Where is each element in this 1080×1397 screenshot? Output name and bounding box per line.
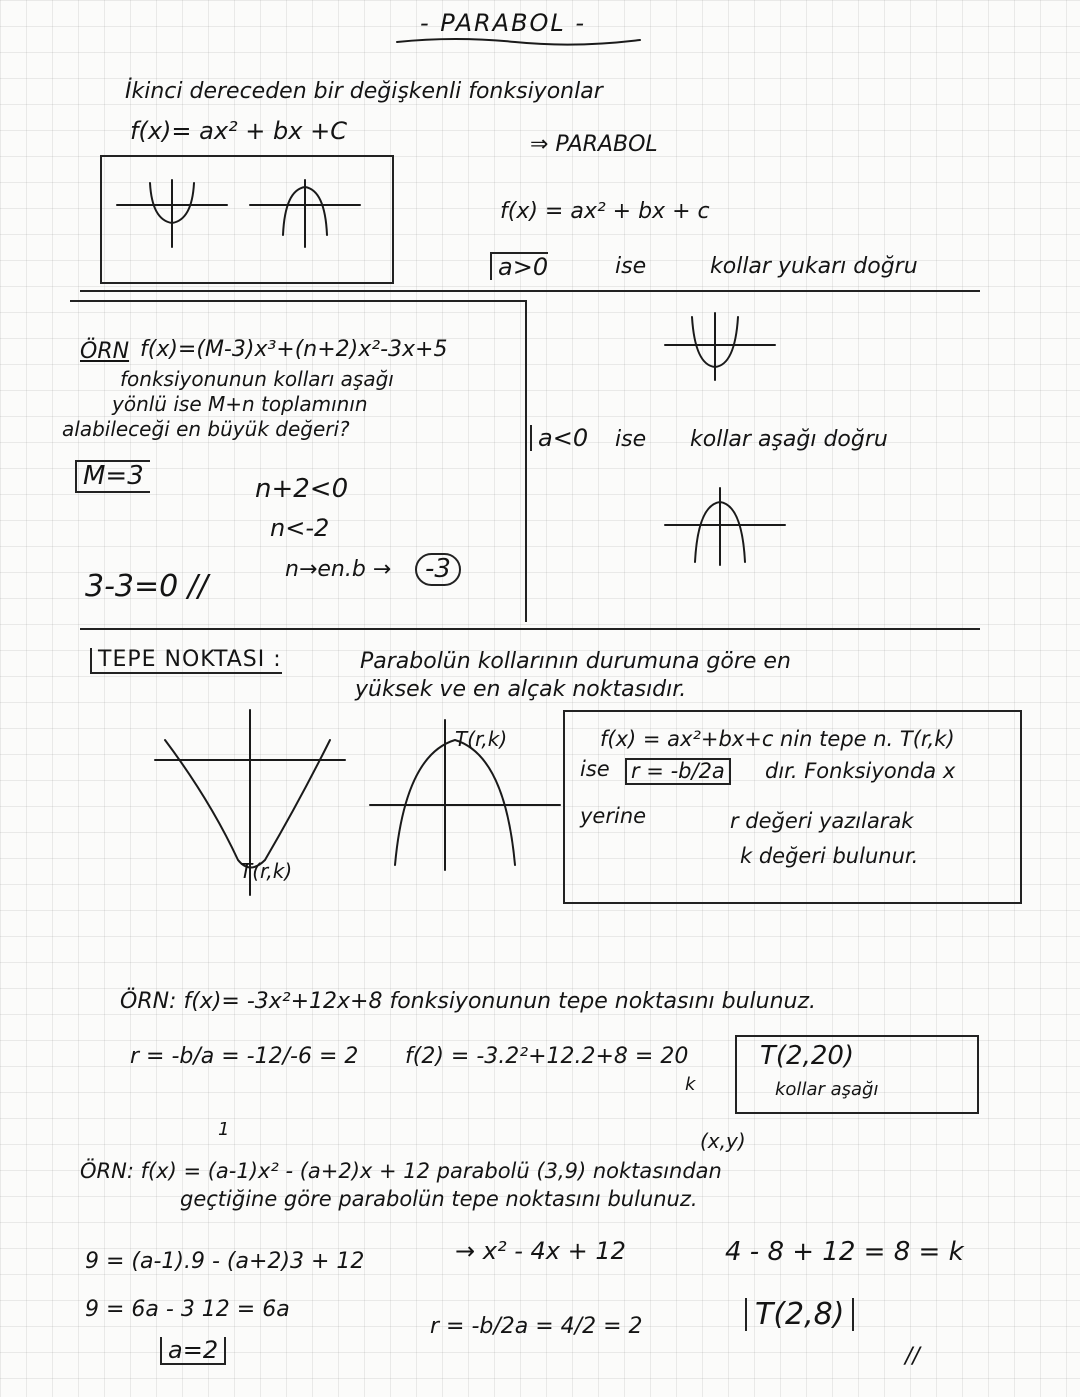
example3-k-calc: 4 - 8 + 12 = 8 = k (725, 1237, 964, 1267)
example2-answer: T(2,20) (760, 1041, 855, 1071)
section-divider-1 (80, 290, 980, 292)
title-underline (395, 36, 645, 48)
down-ise: ise (615, 427, 647, 452)
example2-r-calc: r = -b/a = -12/-6 = 2 (130, 1044, 359, 1069)
example2-note: kollar aşağı (775, 1079, 879, 1100)
vertex-rule-line: k değeri bulunur. (740, 844, 919, 868)
vertex-def-line: yüksek ve en alçak noktasıdır. (355, 677, 687, 702)
example3-answer: T(2,8) (745, 1298, 854, 1331)
example1-step: n+2<0 (255, 474, 349, 504)
vertex-def-line: Parabolün kollarının durumuna göre en (360, 649, 791, 674)
up-text: kollar yukarı doğru (710, 254, 918, 279)
example2-k-mark: k (685, 1074, 696, 1095)
example1-result: 3-3=0 // (85, 569, 208, 604)
example3-r-calc: r = -b/2a = 4/2 = 2 (430, 1314, 643, 1339)
down-arms-sketch (660, 480, 790, 570)
upward-parabola-sketch (112, 175, 232, 255)
example3-eq: → x² - 4x + 12 (455, 1237, 626, 1265)
vertex-rule-line: f(x) = ax²+bx+c nin tepe n. T(r,k) (600, 727, 955, 751)
example3-question: geçtiğine göre parabolün tepe noktasını bulunuz. (180, 1187, 698, 1211)
n-value: -3 (415, 553, 461, 586)
example1-line: f(x)=(M-3)x³+(n+2)x²-3x+5 (140, 337, 448, 362)
example3-eq: 9 = (a-1).9 - (a+2)3 + 12 (85, 1249, 365, 1274)
example1-step: n<-2 (270, 514, 330, 542)
example3-end: // (905, 1344, 920, 1369)
example1-line: fonksiyonunun kolları aşağı (120, 367, 394, 391)
down-text: kollar aşağı doğru (690, 427, 888, 452)
example1-line: yönlü ise M+n toplamının (112, 392, 368, 416)
down-condition: a<0 (530, 425, 588, 451)
up-arms-sketch (660, 305, 780, 385)
example1-step: n→en.b → (285, 557, 392, 582)
example1-line: alabileceği en büyük değeri? (62, 417, 350, 441)
a-value: a=2 (160, 1337, 226, 1365)
downward-parabola-sketch (245, 175, 365, 255)
example1-label: ÖRN (80, 339, 130, 364)
example2-f-calc: f(2) = -3.2²+12.2+8 = 20 (405, 1044, 689, 1069)
intro-formula: f(x)= ax² + bx +C (130, 117, 347, 145)
min-vertex-label: T(r,k) (240, 859, 293, 883)
max-vertex-label: T(r,k) (455, 727, 508, 751)
vertex-rule-line: r değeri yazılarak (730, 809, 914, 833)
page-title: - PARABOL - (420, 9, 587, 37)
vertex-formula: r = -b/2a (625, 758, 731, 785)
intro-line: İkinci dereceden bir değişkenli fonksiyonlar (125, 79, 603, 104)
up-condition: a>0 (490, 252, 548, 280)
vertex-label: TEPE NOKTASI : (90, 648, 282, 674)
direction-formula: f(x) = ax² + bx + c (500, 199, 710, 224)
intro-result: ⇒ PARABOL (530, 132, 658, 157)
m-value: M=3 (75, 460, 150, 493)
example3-question: ÖRN: f(x) = (a-1)x² - (a+2)x + 12 parabolü (3,9) noktasından (80, 1159, 722, 1183)
example2-question: ÖRN: f(x)= -3x²+12x+8 fonksiyonunun tepe noktasını bulunuz. (120, 989, 817, 1014)
up-ise: ise (615, 254, 647, 279)
vertex-rule-line: dır. Fonksiyonda x (765, 759, 956, 783)
example3-eq: 9 = 6a - 3 12 = 6a (85, 1297, 290, 1322)
example3-xy-mark: (x,y) (700, 1129, 746, 1153)
example3-mark: 1 (218, 1119, 230, 1140)
vertex-rule-line: ise (580, 757, 610, 781)
vertex-rule-line: yerine (580, 804, 647, 828)
section-divider-2 (80, 628, 980, 630)
